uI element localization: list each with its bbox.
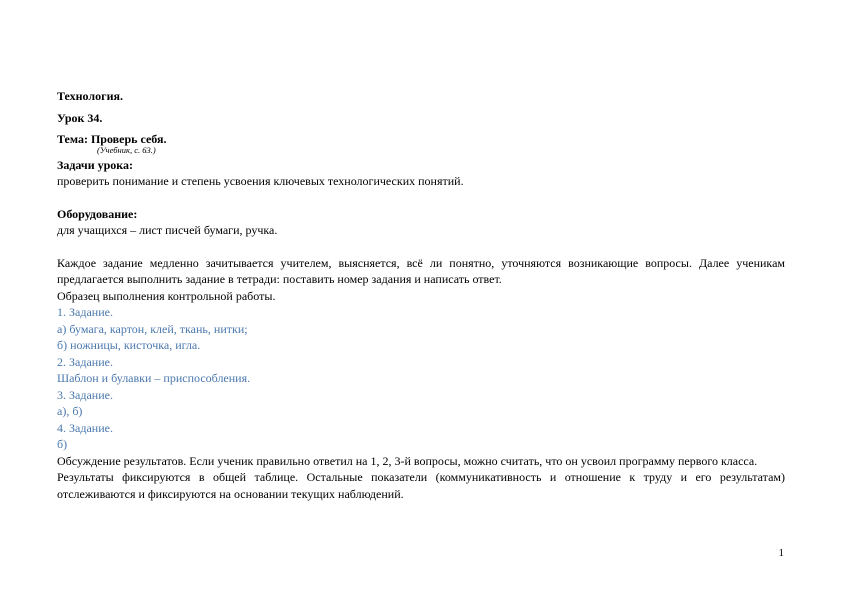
discussion-paragraph: Обсуждение результатов. Если ученик правильно ответил на 1, 2, 3-й вопросы, можно считать, что он усвоил программу первого класса. bbox=[57, 453, 758, 468]
answer-line: 4. Задание. bbox=[57, 420, 113, 435]
answer-line: а) бумага, картон, клей, ткань, нитки; bbox=[57, 321, 248, 336]
equipment-heading: Оборудование: bbox=[57, 206, 138, 221]
answer-line: б) bbox=[57, 437, 68, 451]
answer-line: а), б) bbox=[57, 404, 83, 418]
document-body bbox=[57, 88, 785, 502]
answer-line: 2. Задание. bbox=[57, 354, 113, 369]
answer-line: 3. Задание. bbox=[57, 387, 113, 402]
sample-heading: Образец выполнения контрольной работы. bbox=[57, 288, 276, 303]
answer-line: 1. Задание. bbox=[57, 305, 113, 319]
objectives-heading: Задачи урока: bbox=[57, 157, 134, 172]
source-note: (Учебник, с. 63.) bbox=[97, 144, 156, 155]
lesson-heading: Урок 34. bbox=[57, 110, 103, 125]
page-number: 1 bbox=[778, 547, 784, 559]
results-paragraph: Результаты фиксируются в общей таблице. Остальные показатели (коммуникативность и отношение к труду и его результатам) отслеживаются и фиксируются на основании текущих наблюдений. bbox=[57, 470, 785, 501]
spacer bbox=[57, 239, 785, 255]
objectives-text: проверить понимание и степень усвоения ключевых технологических понятий. bbox=[57, 174, 464, 188]
subject-heading: Технология. bbox=[57, 89, 123, 103]
spacer bbox=[57, 190, 785, 206]
answer-line: Шаблон и булавки – приспособления. bbox=[57, 371, 251, 385]
answer-line: б) ножницы, кисточка, игла. bbox=[57, 338, 201, 352]
equipment-text: для учащихся – лист писчей бумаги, ручка. bbox=[57, 223, 278, 237]
topic-heading: Тема: Проверь себя. bbox=[57, 132, 167, 146]
intro-paragraph: Каждое задание медленно зачитывается учителем, выясняется, всё ли понятно, уточняются возникающие вопросы. Далее ученикам предлагается выполнить задание в тетради: поставить номер задания и написать ответ. bbox=[57, 255, 785, 286]
